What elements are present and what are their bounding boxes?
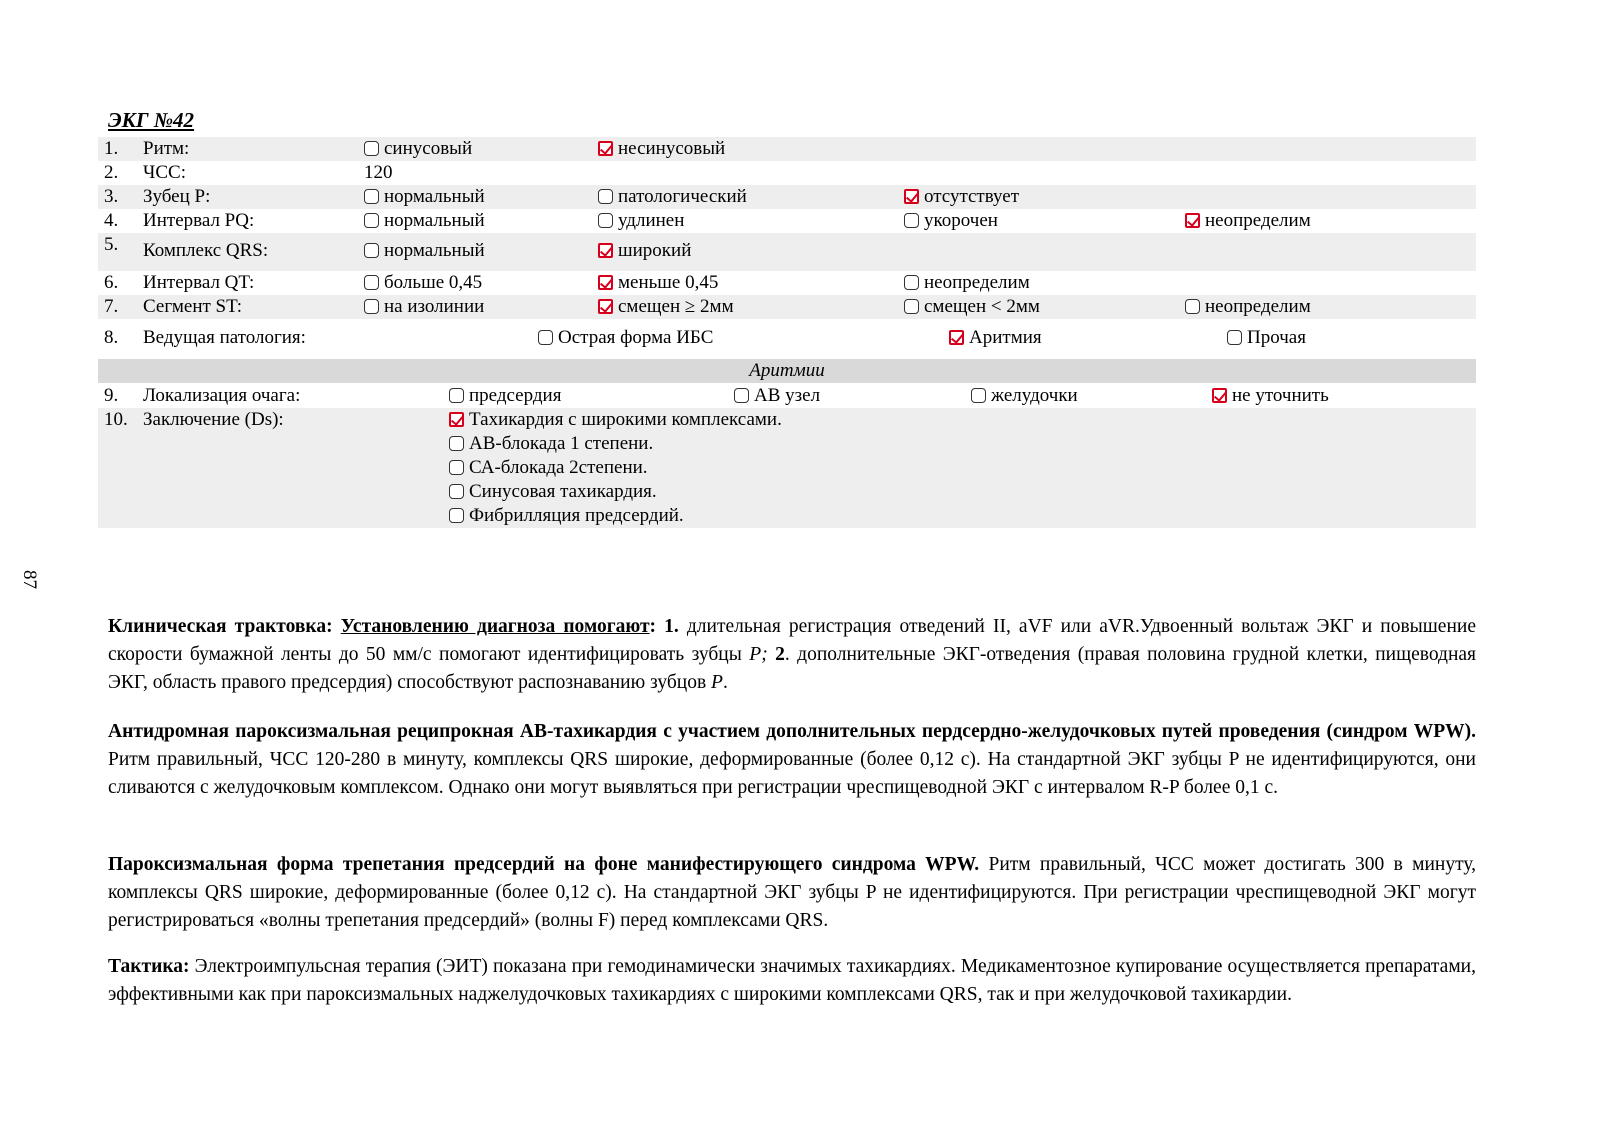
option-sinus-tachycardia[interactable]: Синусовая тахикардия. xyxy=(449,480,657,504)
checkbox-icon[interactable] xyxy=(449,484,464,499)
option-wide-tachycardia[interactable]: Тахикардия с широкими комплексами. xyxy=(449,408,782,432)
option-ihd[interactable]: Острая форма ИБС xyxy=(538,326,713,350)
row-label: Локализация очага: xyxy=(143,385,301,406)
paragraph-lead: Антидромная пароксизмальная реципрокная АВ-тахикардия с участием дополнительных пердсердно-желудочковых путей проведения (синдром WPW). xyxy=(108,721,1476,742)
checkbox-icon[interactable] xyxy=(364,141,379,156)
row-label: Комплекс QRS: xyxy=(143,240,269,261)
row-rhythm xyxy=(98,137,1476,161)
option-undeterminable[interactable]: неопределим xyxy=(1185,209,1311,233)
option-shortened[interactable]: укорочен xyxy=(904,209,998,233)
row-number: 9. xyxy=(104,385,119,406)
checkbox-icon[interactable] xyxy=(598,213,613,228)
checkbox-icon[interactable] xyxy=(449,388,464,403)
hr-value: 120 xyxy=(364,162,393,183)
row-st xyxy=(98,295,1476,319)
option-wide[interactable]: широкий xyxy=(598,239,691,263)
page-title: ЭКГ №42 xyxy=(108,108,195,132)
checkbox-icon[interactable] xyxy=(904,213,919,228)
paragraph-tactics: Тактика: Электроимпульсная терапия (ЭИТ) показана при гемодинамически значимых тахикардиях. Медикаментозное купирование осуществляется препаратами, эффективными как при пароксизмальных наджелудочковых тахикардиях с широкими комплексами QRS, так и при желудочковой тахикардии. xyxy=(108,956,1476,1005)
row-label: Ритм: xyxy=(143,138,190,159)
paragraph-antidromic: Антидромная пароксизмальная реципрокная АВ-тахикардия с участием дополнительных пердсердно-желудочковых путей проведения (синдром WPW). Ритм правильный, ЧСС 120-280 в минуту, комплексы QRS широкие, деформированные (более 0,12 с). На стандартной ЭКГ зубцы P не идентифицируются, они сливаются с желудочковым комплексом. Однако они могут выявляться при регистрации чреспищеводной ЭКГ с интервалом R-P более 0,1 с. xyxy=(108,721,1476,798)
paragraph-flutter: Пароксизмальная форма трепетания предсердий на фоне манифестирующего синдрома WPW. Ритм правильный, ЧСС может достигать 300 в минуту, комплексы QRS широкие, деформированные (более 0,12 с). На стандартной ЭКГ зубцы P не идентифицируются. При регистрации чреспищеводной ЭКГ могут регистрироваться «волны трепетания предсердий» (волны F) перед комплексами QRS. xyxy=(108,854,1477,931)
option-av-block[interactable]: АВ-блокада 1 степени. xyxy=(449,432,653,456)
row-number: 10. xyxy=(104,409,128,430)
checkbox-icon[interactable] xyxy=(364,275,379,290)
checkbox-checked-icon[interactable] xyxy=(1185,213,1200,228)
row-number: 1. xyxy=(104,138,119,159)
checkbox-checked-icon[interactable] xyxy=(598,243,613,258)
paragraph-lead: Тактика: xyxy=(108,956,190,977)
option-normal[interactable]: нормальный xyxy=(364,185,485,209)
checkbox-icon[interactable] xyxy=(734,388,749,403)
checkbox-icon[interactable] xyxy=(449,436,464,451)
row-label: Зубец P: xyxy=(143,186,211,207)
checkbox-checked-icon[interactable] xyxy=(949,330,964,345)
row-qt xyxy=(98,271,1476,295)
checkbox-icon[interactable] xyxy=(904,275,919,290)
checkbox-checked-icon[interactable] xyxy=(449,412,464,427)
option-normal[interactable]: нормальный xyxy=(364,239,485,263)
option-undeterminable[interactable]: неопределим xyxy=(1185,295,1311,319)
paragraph-lead: Пароксизмальная форма трепетания предсердий на фоне манифестирующего синдрома WPW. xyxy=(108,854,980,875)
checkbox-icon[interactable] xyxy=(598,189,613,204)
option-undeterminable[interactable]: неопределим xyxy=(904,271,1030,295)
row-number: 5. xyxy=(104,234,119,255)
option-av-node[interactable]: АВ узел xyxy=(734,384,820,408)
checkbox-icon[interactable] xyxy=(538,330,553,345)
row-number: 3. xyxy=(104,186,119,207)
row-label: Сегмент ST: xyxy=(143,296,243,317)
checkbox-checked-icon[interactable] xyxy=(598,141,613,156)
row-label: ЧСС: xyxy=(143,162,186,183)
option-unspecified[interactable]: не уточнить xyxy=(1212,384,1329,408)
option-prolonged[interactable]: удлинен xyxy=(598,209,684,233)
checkbox-checked-icon[interactable] xyxy=(598,275,613,290)
option-normal[interactable]: нормальный xyxy=(364,209,485,233)
page-number: 87 xyxy=(19,570,40,589)
row-number: 2. xyxy=(104,162,119,183)
option-less[interactable]: меньше 0,45 xyxy=(598,271,718,295)
checkbox-icon[interactable] xyxy=(364,299,379,314)
option-more[interactable]: больше 0,45 xyxy=(364,271,482,295)
option-arrhythmia[interactable]: Аритмия xyxy=(949,326,1042,350)
row-p-wave xyxy=(98,185,1476,209)
section-header: Аритмии xyxy=(98,359,1476,383)
row-hr xyxy=(98,161,1476,185)
option-ventricles[interactable]: желудочки xyxy=(971,384,1078,408)
row-number: 7. xyxy=(104,296,119,317)
checkbox-checked-icon[interactable] xyxy=(598,299,613,314)
checkbox-icon[interactable] xyxy=(449,508,464,523)
row-qrs xyxy=(98,233,1476,271)
option-other[interactable]: Прочая xyxy=(1227,326,1306,350)
option-pathological[interactable]: патологический xyxy=(598,185,747,209)
row-label: Интервал QT: xyxy=(143,272,255,293)
checkbox-icon[interactable] xyxy=(449,460,464,475)
checkbox-icon[interactable] xyxy=(904,299,919,314)
option-sa-block[interactable]: СА-блокада 2степени. xyxy=(449,456,648,480)
row-pq xyxy=(98,209,1476,233)
option-isoline[interactable]: на изолинии xyxy=(364,295,484,319)
row-pathology xyxy=(98,323,1476,353)
checkbox-icon[interactable] xyxy=(364,243,379,258)
row-number: 4. xyxy=(104,210,119,231)
row-label: Заключение (Ds): xyxy=(143,409,284,430)
checkbox-icon[interactable] xyxy=(971,388,986,403)
option-shift-lt2[interactable]: смещен < 2мм xyxy=(904,295,1040,319)
checkbox-icon[interactable] xyxy=(364,189,379,204)
row-number: 8. xyxy=(104,327,119,348)
row-label: Интервал PQ: xyxy=(143,210,255,231)
paragraph-clinical: Клиническая трактовка: Установлению диагноза помогают: 1. длительная регистрация отведений II, aVF или aVR.Удвоенный вольтаж ЭКГ и повышение скорости бумажной ленты до 50 мм/с помогают идентифицировать зубцы P; 2. дополнительные ЭКГ-отведения (правая половина грудной клетки, пищеводная ЭКГ, область правого предсердия) способствуют распознаванию зубцов P. xyxy=(108,616,1477,693)
option-absent[interactable]: отсутствует xyxy=(904,185,1019,209)
underlined-heading: Установлению диагноза помогают xyxy=(340,616,650,637)
checkbox-checked-icon[interactable] xyxy=(904,189,919,204)
option-nonsinus[interactable]: несинусовый xyxy=(598,137,725,161)
row-label: Ведущая патология: xyxy=(143,327,306,348)
row-conclusion xyxy=(98,408,1476,528)
checkbox-icon[interactable] xyxy=(1227,330,1242,345)
option-af[interactable]: Фибрилляция предсердий. xyxy=(449,504,684,528)
option-sinus[interactable]: синусовый xyxy=(364,137,472,161)
checkbox-checked-icon[interactable] xyxy=(1212,388,1227,403)
option-atria[interactable]: предсердия xyxy=(449,384,561,408)
row-number: 6. xyxy=(104,272,119,293)
option-shift-ge2[interactable]: смещен ≥ 2мм xyxy=(598,295,734,319)
paragraph-lead: Клиническая трактовка: xyxy=(108,616,333,637)
row-focus xyxy=(98,384,1476,408)
checkbox-icon[interactable] xyxy=(364,213,379,228)
checkbox-icon[interactable] xyxy=(1185,299,1200,314)
